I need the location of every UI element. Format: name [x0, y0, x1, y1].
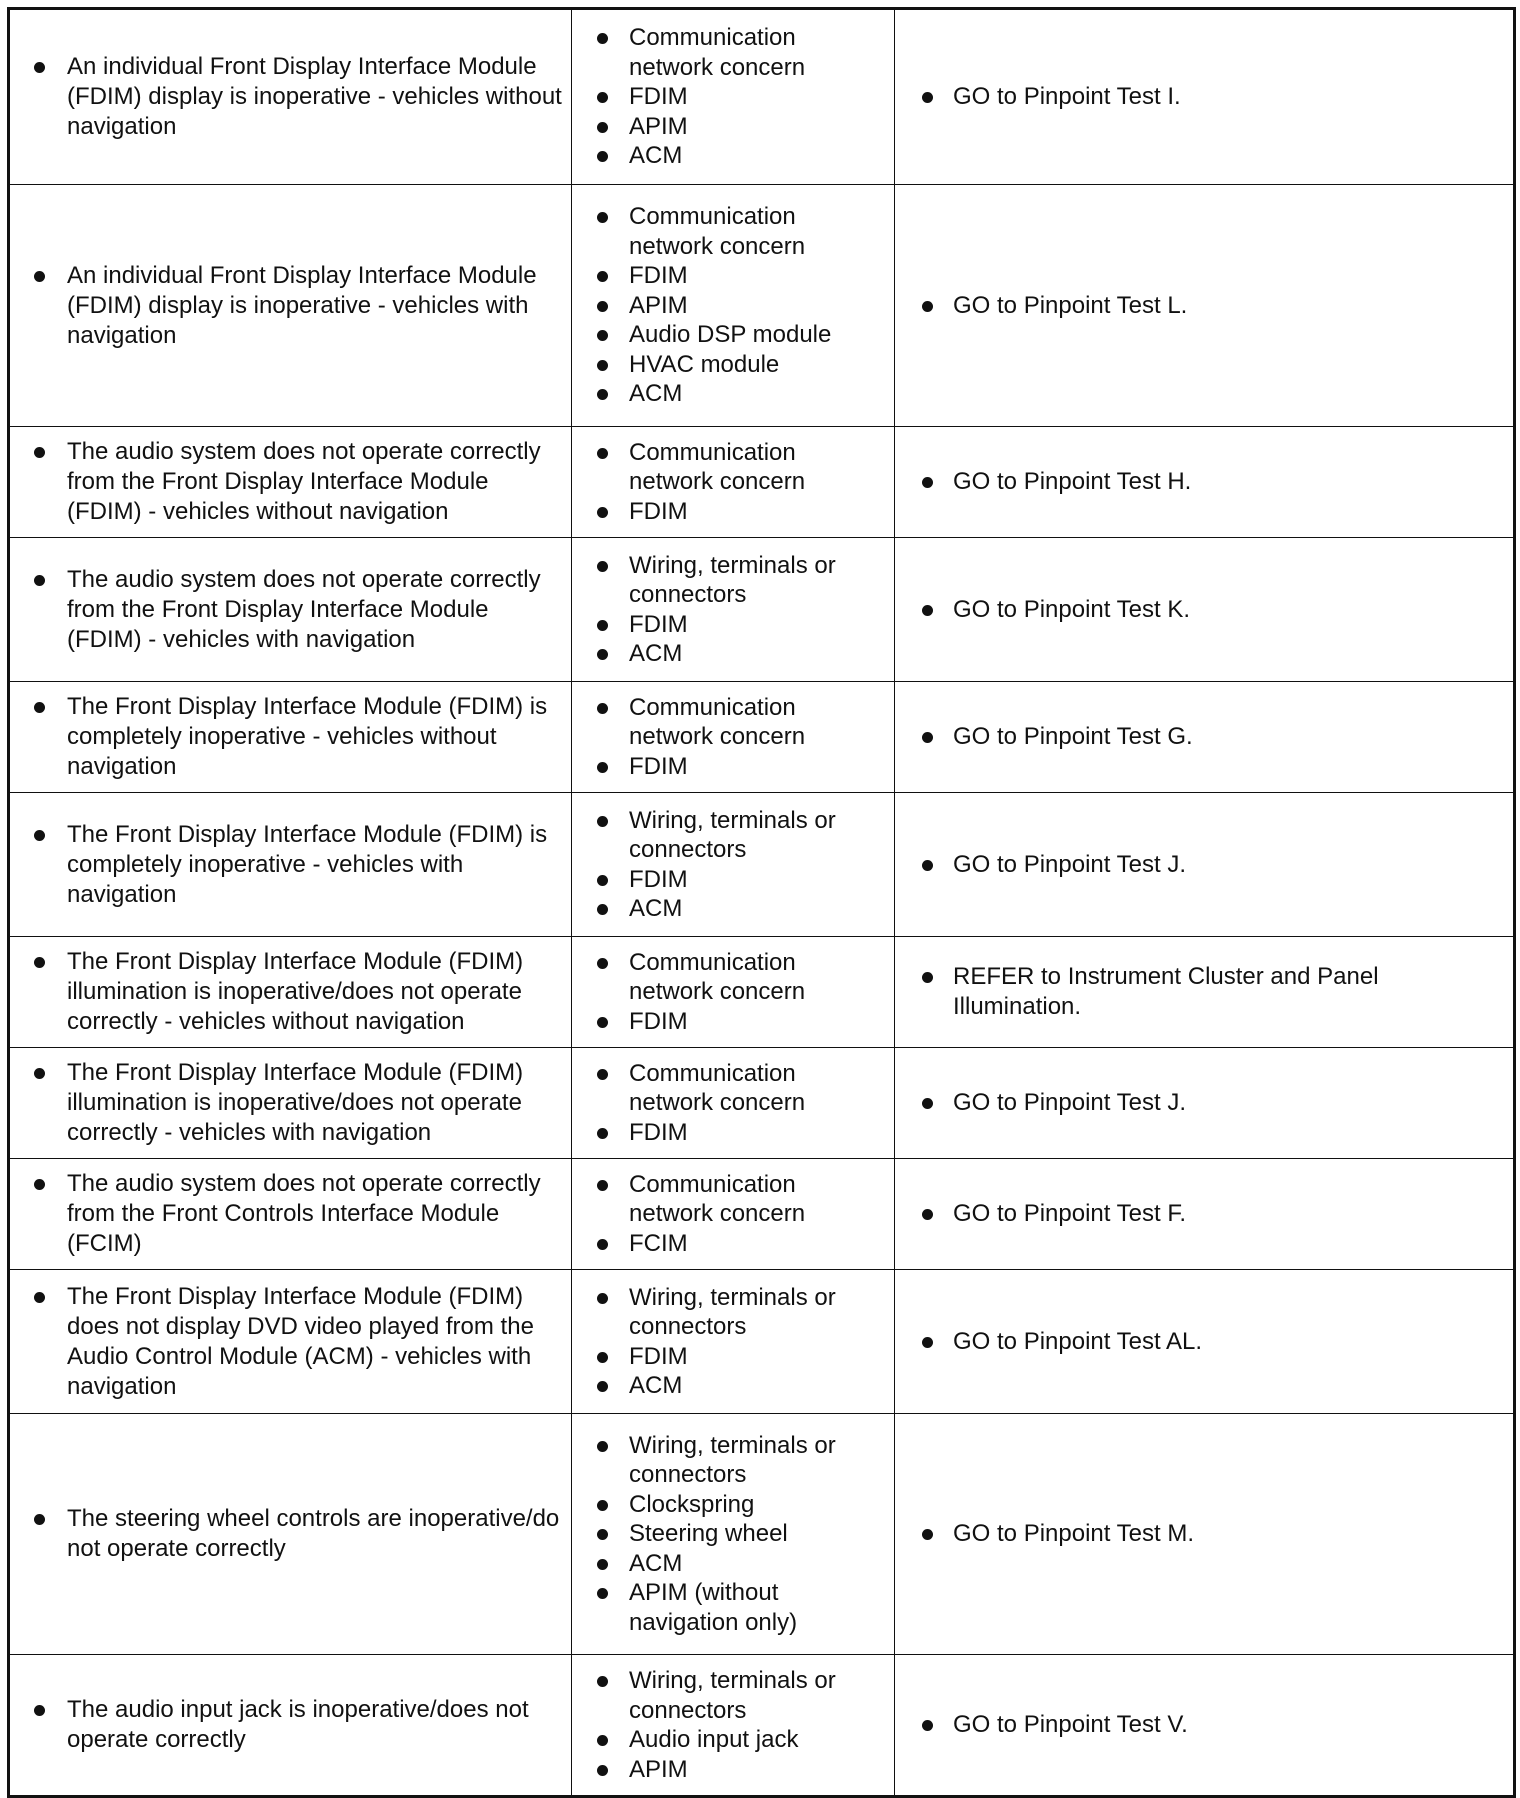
cause-item [572, 291, 894, 321]
action-cell [895, 1414, 1515, 1655]
bullet-icon [597, 330, 608, 341]
action-cell [895, 1048, 1515, 1159]
cause-text: ACM [629, 1549, 683, 1577]
cause-item [572, 1371, 894, 1401]
bullet-icon [922, 301, 933, 312]
condition-text: The Front Display Interface Module (FDIM) illumination is inoperative/does not operate correctly - vehicles with navigation [67, 1059, 524, 1146]
condition-item [10, 565, 571, 655]
condition-cell [9, 1655, 572, 1797]
bullet-icon [922, 732, 933, 743]
cause-item [572, 1170, 894, 1229]
action-cell [895, 427, 1515, 538]
action-cell [895, 185, 1515, 427]
cause-item [572, 1725, 894, 1755]
bullet-icon [597, 762, 608, 773]
bullet-icon [597, 1069, 608, 1080]
table-row [9, 427, 1515, 538]
cause-text: ACM [629, 1372, 683, 1399]
action-item [895, 1088, 1513, 1118]
condition-text: The Front Display Interface Module (FDIM) does not display DVD video played from the Audio Control Module (ACM) - vehicles with navigation [67, 1282, 534, 1400]
cause-text: Wiring, terminals or connectors [629, 1431, 836, 1489]
bullet-icon [922, 1337, 933, 1348]
action-cell [895, 1270, 1515, 1414]
cause-item [572, 1755, 894, 1785]
cause-item [572, 379, 894, 409]
condition-item [10, 1695, 571, 1755]
action-cell [895, 793, 1515, 937]
action-text: GO to Pinpoint Test V. [953, 1711, 1188, 1738]
condition-cell [9, 185, 572, 427]
bullet-icon [34, 575, 45, 586]
causes-cell [572, 9, 895, 185]
condition-text: The audio system does not operate correctly from the Front Controls Interface Module (FCIM) [67, 1170, 541, 1257]
condition-item [10, 1504, 571, 1564]
cause-text: Communication network concern [629, 24, 806, 81]
condition-cell [9, 682, 572, 793]
condition-cell [9, 427, 572, 538]
causes-cell [572, 1159, 895, 1270]
action-text: GO to Pinpoint Test J. [953, 850, 1187, 878]
bullet-icon [597, 958, 608, 969]
condition-text: An individual Front Display Interface Module (FDIM) display is inoperative - vehicles with navigation [67, 261, 537, 349]
cause-item [572, 1283, 894, 1342]
condition-item [10, 261, 571, 351]
bullet-icon [597, 1500, 608, 1511]
condition-item [10, 692, 571, 782]
bullet-icon [597, 151, 608, 162]
cause-item [572, 1519, 894, 1549]
bullet-icon [597, 816, 608, 827]
action-text: REFER to Instrument Cluster and Panel Illumination. [953, 963, 1379, 1020]
cause-item [572, 948, 894, 1007]
bullet-icon [597, 1180, 608, 1191]
bullet-icon [597, 649, 608, 660]
bullet-icon [597, 507, 608, 518]
action-item [895, 1199, 1513, 1229]
cause-item [572, 1490, 894, 1520]
cause-text: FDIM [629, 262, 688, 290]
condition-cell [9, 1159, 572, 1270]
cause-item [572, 1342, 894, 1372]
bullet-icon [597, 875, 608, 886]
causes-cell [572, 682, 895, 793]
action-cell [895, 682, 1515, 793]
cause-text: FDIM [629, 1007, 688, 1035]
cause-text: Communication network concern [629, 1170, 806, 1228]
cause-item [572, 894, 894, 924]
condition-text: The audio input jack is inoperative/does not operate correctly [67, 1696, 529, 1753]
bullet-icon [34, 1705, 45, 1716]
table-row [9, 1159, 1515, 1270]
bullet-icon [597, 212, 608, 223]
cause-item [572, 865, 894, 895]
condition-text: The audio system does not operate correctly from the Front Display Interface Module (FDIM) - vehicles with navigation [67, 565, 541, 653]
cause-text: FDIM [629, 497, 688, 525]
cause-text: APIM [629, 112, 688, 140]
bullet-icon [597, 122, 608, 133]
action-text: GO to Pinpoint Test M. [953, 1520, 1194, 1547]
causes-cell [572, 1414, 895, 1655]
action-text: GO to Pinpoint Test K. [953, 595, 1191, 623]
cause-text: ACM [629, 895, 683, 922]
bullet-icon [922, 1098, 933, 1109]
cause-item [572, 1059, 894, 1118]
action-item [895, 1327, 1513, 1357]
bullet-icon [597, 448, 608, 459]
action-cell [895, 1655, 1515, 1797]
cause-item [572, 261, 894, 291]
condition-item [10, 437, 571, 527]
table-row [9, 185, 1515, 427]
cause-text: APIM [629, 1755, 688, 1783]
cause-text: FDIM [629, 83, 688, 111]
cause-text: HVAC module [629, 350, 780, 378]
action-item [895, 467, 1513, 497]
condition-cell [9, 1048, 572, 1159]
cause-text: Communication network concern [629, 203, 806, 260]
symptom-chart-table [7, 7, 1516, 1798]
table-row [9, 1048, 1515, 1159]
cause-text: Communication network concern [629, 693, 806, 751]
cause-text: FCIM [629, 1229, 688, 1257]
cause-text: ACM [629, 380, 683, 408]
condition-cell [9, 9, 572, 185]
cause-text: ACM [629, 142, 683, 170]
action-text: GO to Pinpoint Test J. [953, 1089, 1187, 1116]
condition-item [10, 820, 571, 910]
cause-text: FDIM [629, 1342, 688, 1370]
condition-text: The steering wheel controls are inoperative/do not operate correctly [67, 1505, 560, 1562]
cause-item [572, 320, 894, 350]
cause-item [572, 1431, 894, 1490]
bullet-icon [597, 1559, 608, 1570]
condition-cell [9, 1414, 572, 1655]
bullet-icon [922, 860, 933, 871]
cause-item [572, 693, 894, 752]
bullet-icon [597, 360, 608, 371]
cause-text: Wiring, terminals or connectors [629, 1667, 836, 1724]
cause-text: APIM (without navigation only) [629, 1579, 798, 1636]
action-item [895, 291, 1513, 321]
bullet-icon [34, 957, 45, 968]
bullet-icon [597, 620, 608, 631]
cause-item [572, 1549, 894, 1579]
bullet-icon [597, 904, 608, 915]
action-item [895, 82, 1513, 112]
cause-item [572, 141, 894, 171]
bullet-icon [597, 271, 608, 282]
condition-text: The Front Display Interface Module (FDIM) is completely inoperative - vehicles without navigation [67, 693, 548, 780]
cause-text: Steering wheel [629, 1520, 788, 1548]
bullet-icon [34, 447, 45, 458]
bullet-icon [922, 1529, 933, 1540]
condition-cell [9, 1270, 572, 1414]
table-row [9, 1655, 1515, 1797]
bullet-icon [597, 1128, 608, 1139]
bullet-icon [597, 1735, 608, 1746]
bullet-icon [34, 1514, 45, 1525]
cause-text: APIM [629, 291, 688, 319]
bullet-icon [34, 271, 45, 282]
condition-item [10, 1169, 571, 1259]
cause-item [572, 1007, 894, 1037]
action-cell [895, 9, 1515, 185]
cause-text: Communication network concern [629, 1059, 806, 1117]
cause-text: Communication network concern [629, 438, 806, 496]
condition-cell [9, 538, 572, 682]
cause-item [572, 1118, 894, 1148]
cause-text: Wiring, terminals or connectors [629, 806, 836, 863]
causes-cell [572, 1048, 895, 1159]
condition-text: The audio system does not operate correctly from the Front Display Interface Module (FDIM) - vehicles without navigation [67, 438, 541, 525]
bullet-icon [597, 301, 608, 312]
action-cell [895, 937, 1515, 1048]
bullet-icon [597, 561, 608, 572]
cause-text: Wiring, terminals or connectors [629, 551, 836, 608]
bullet-icon [34, 1179, 45, 1190]
cause-item [572, 497, 894, 527]
action-text: GO to Pinpoint Test G. [953, 723, 1193, 750]
cause-item [572, 112, 894, 142]
cause-item [572, 438, 894, 497]
bullet-icon [597, 92, 608, 103]
action-item [895, 595, 1513, 625]
cause-text: FDIM [629, 752, 688, 780]
bullet-icon [34, 1292, 45, 1303]
bullet-icon [597, 1765, 608, 1776]
table-row [9, 1270, 1515, 1414]
table-row [9, 538, 1515, 682]
table-row [9, 682, 1515, 793]
causes-cell [572, 427, 895, 538]
bullet-icon [597, 1381, 608, 1392]
bullet-icon [597, 33, 608, 44]
cause-item [572, 639, 894, 669]
condition-item [10, 947, 571, 1037]
action-text: GO to Pinpoint Test H. [953, 468, 1192, 495]
cause-item [572, 1578, 894, 1637]
bullet-icon [34, 1068, 45, 1079]
causes-cell [572, 1270, 895, 1414]
action-item [895, 850, 1513, 880]
cause-text: FDIM [629, 865, 688, 893]
cause-text: FDIM [629, 610, 688, 638]
action-text: GO to Pinpoint Test F. [953, 1200, 1187, 1227]
action-text: GO to Pinpoint Test L. [953, 291, 1188, 319]
cause-item [572, 1229, 894, 1259]
condition-text: An individual Front Display Interface Module (FDIM) display is inoperative - vehicles without navigation [67, 53, 562, 140]
table-row [9, 9, 1515, 185]
cause-item [572, 551, 894, 610]
bullet-icon [922, 605, 933, 616]
action-item [895, 1519, 1513, 1549]
causes-cell [572, 185, 895, 427]
table-row [9, 1414, 1515, 1655]
condition-item [10, 1282, 571, 1402]
action-item [895, 722, 1513, 752]
cause-item [572, 610, 894, 640]
condition-text: The Front Display Interface Module (FDIM) illumination is inoperative/does not operate correctly - vehicles without navigation [67, 948, 524, 1035]
bullet-icon [597, 389, 608, 400]
causes-cell [572, 1655, 895, 1797]
bullet-icon [922, 92, 933, 103]
bullet-icon [597, 1529, 608, 1540]
action-cell [895, 1159, 1515, 1270]
cause-item [572, 752, 894, 782]
bullet-icon [597, 1017, 608, 1028]
cause-text: FDIM [629, 1118, 688, 1146]
action-text: GO to Pinpoint Test I. [953, 83, 1181, 110]
cause-text: Audio DSP module [629, 321, 832, 349]
bullet-icon [597, 1239, 608, 1250]
bullet-icon [597, 1293, 608, 1304]
cause-item [572, 82, 894, 112]
bullet-icon [922, 1209, 933, 1220]
condition-item [10, 1058, 571, 1148]
action-item [895, 1710, 1513, 1740]
bullet-icon [34, 62, 45, 73]
action-item [895, 962, 1513, 1022]
cause-item [572, 350, 894, 380]
cause-item [572, 806, 894, 865]
causes-cell [572, 937, 895, 1048]
cause-item [572, 202, 894, 261]
cause-item [572, 1666, 894, 1725]
bullet-icon [597, 703, 608, 714]
action-cell [895, 538, 1515, 682]
condition-text: The Front Display Interface Module (FDIM) is completely inoperative - vehicles with navigation [67, 820, 548, 908]
table-row [9, 937, 1515, 1048]
bullet-icon [597, 1441, 608, 1452]
cause-text: Audio input jack [629, 1726, 799, 1753]
condition-cell [9, 937, 572, 1048]
cause-text: ACM [629, 640, 683, 667]
bullet-icon [922, 1720, 933, 1731]
causes-cell [572, 793, 895, 937]
condition-item [10, 52, 571, 142]
bullet-icon [597, 1352, 608, 1363]
bullet-icon [922, 477, 933, 488]
bullet-icon [922, 972, 933, 983]
bullet-icon [597, 1588, 608, 1599]
bullet-icon [34, 830, 45, 841]
cause-item [572, 23, 894, 82]
action-text: GO to Pinpoint Test AL. [953, 1327, 1203, 1355]
causes-cell [572, 538, 895, 682]
condition-cell [9, 793, 572, 937]
bullet-icon [597, 1676, 608, 1687]
bullet-icon [34, 702, 45, 713]
cause-text: Communication network concern [629, 948, 806, 1006]
cause-text: Clockspring [629, 1490, 755, 1518]
table-row [9, 793, 1515, 937]
cause-text: Wiring, terminals or connectors [629, 1283, 836, 1340]
